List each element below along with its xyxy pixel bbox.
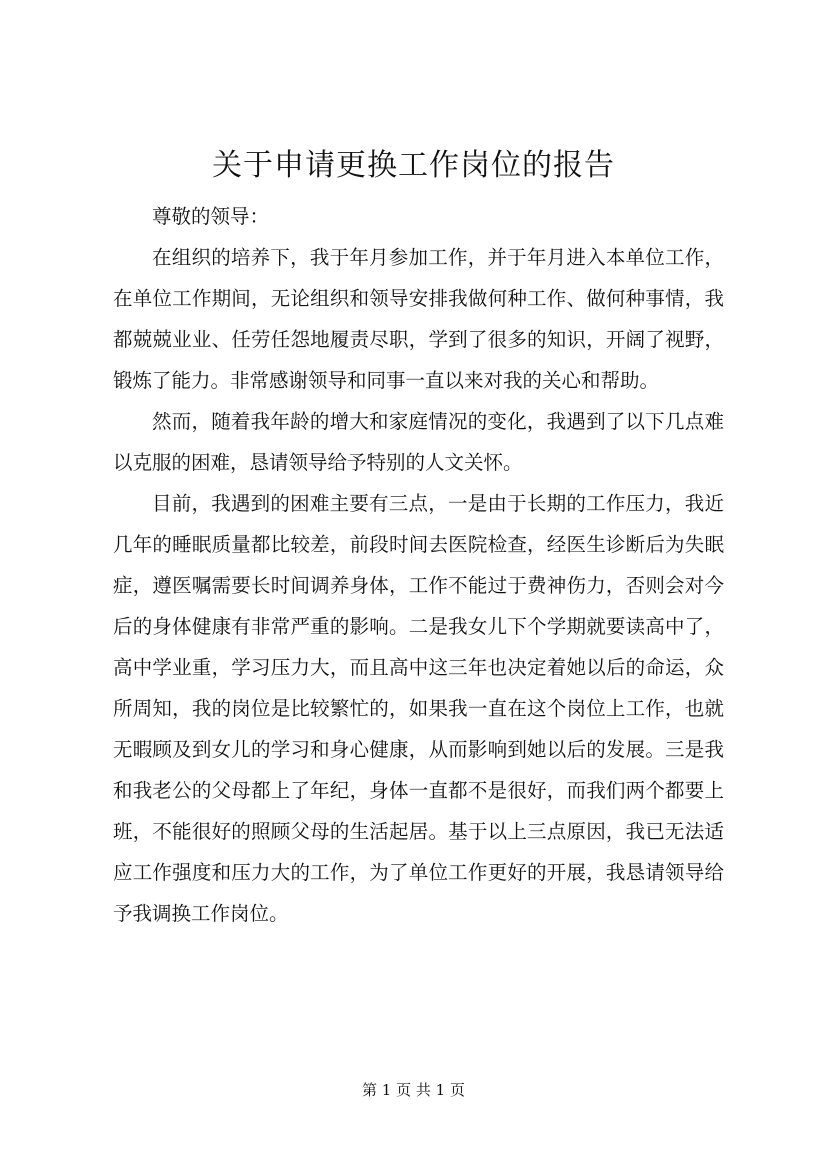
- paragraph-1: 在组织的培养下，我于年月参加工作，并于年月进入本单位工作，在单位工作期间，无论组织和领导安排我做何种工作、做何种事情，我都兢兢业业、任劳任怨地履责尽职，学到了很多的知识，开阔了视野，锻炼了能力。非常感谢领导和同事一直以来对我的关心和帮助。: [113, 246, 724, 392]
- document-body: [113, 196, 724, 934]
- paragraph-3: 目前，我遇到的困难主要有三点，一是由于长期的工作压力，我近几年的睡眠质量都比较差，前段时间去医院检查，经医生诊断后为失眠症，遵医嘱需要长时间调养身体，工作不能过于费神伤力，否则会对今后的身体健康有非常严重的影响。二是我女儿下个学期就要读高中了，高中学业重，学习压力大，而且高中这三年也决定着她以后的命运，众所周知，我的岗位是比较繁忙的，如果我一直在这个岗位上工作，也就无暇顾及到女儿的学习和身心健康，从而影响到她以后的发展。三是我和我老公的父母都上了年纪，身体一直都不是很好，而我们两个都要上班，不能很好的照顾父母的生活起居。基于以上三点原因，我已无法适应工作强度和压力大的工作，为了单位工作更好的开展，我恳请领导给予我调换工作岗位。: [113, 492, 724, 925]
- document-title: 关于申请更换工作岗位的报告: [212, 148, 615, 183]
- page-footer: 第 1 页 共 1 页: [362, 1081, 465, 1099]
- paragraph-2: 然而，随着我年龄的增大和家庭情况的变化，我遇到了以下几点难以克服的困难，恳请领导给予特别的人文关怀。: [113, 410, 724, 474]
- salutation: 尊敬的领导：: [152, 205, 270, 228]
